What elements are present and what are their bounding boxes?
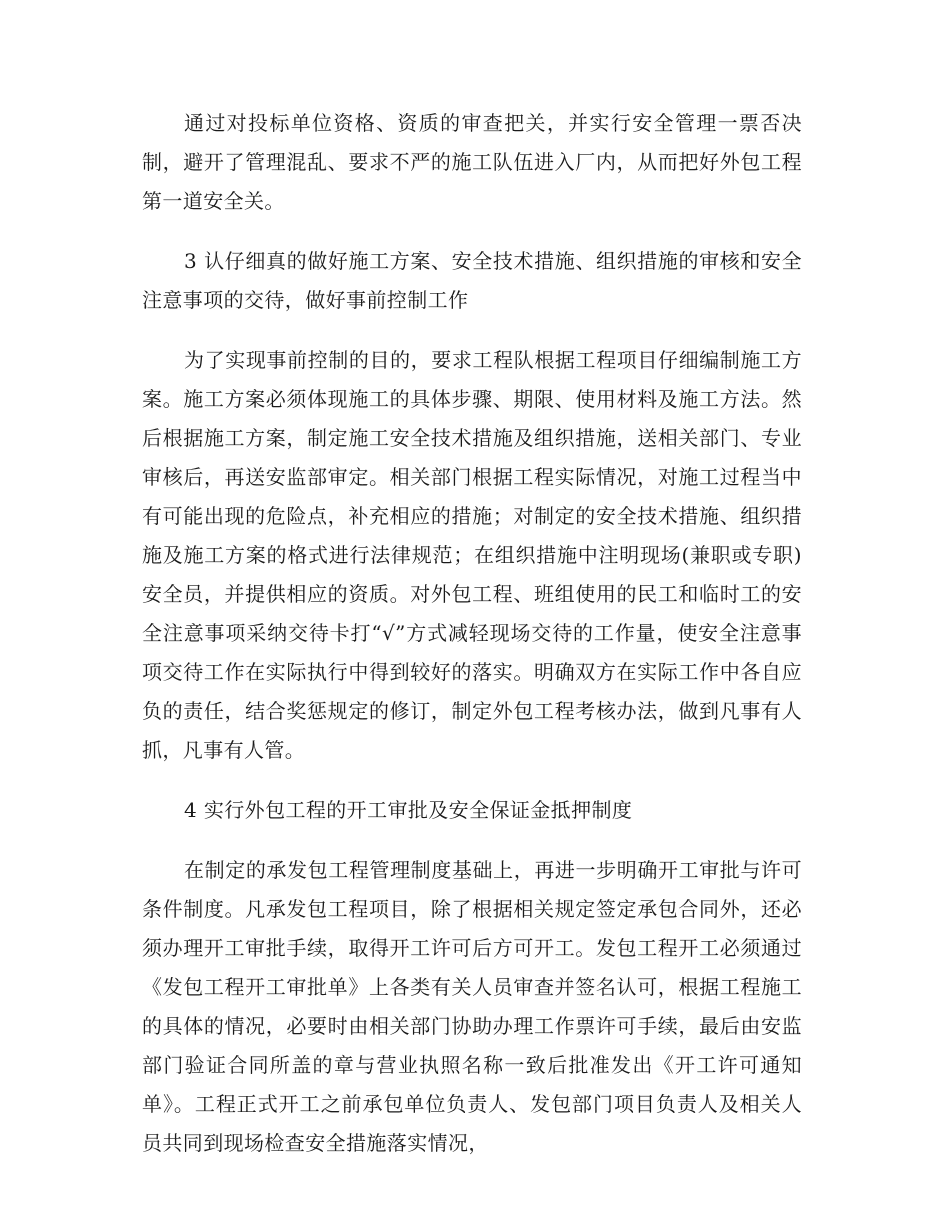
paragraph-start-approval: 在制定的承发包工程管理制度基础上，再进一步明确开工审批与许可条件制度。凡承发包工程项目，除了根据相关规定签定承包合同外，还必须办理开工审批手续，取得开工许可后方可开工。发包工程开工必须通过《发包工程开工审批单》上各类有关人员审查并签名认可，根据工程施工的具体的情况，必要时由相关部门协助办理工作票许可手续，最后由安监部门验证合同所盖的章与营业执照名称一致后批准发出《开工许可通知单》。工程正式开工之前承包单位负责人、发包部门项目负责人及相关人员共同到现场检查安全措施落实情况， bbox=[142, 858, 802, 1155]
section-heading-3: 3 认仔细真的做好施工方案、安全技术措施、组织措施的审核和安全注意事项的交待，做好事前控制工作 bbox=[142, 249, 802, 312]
section-heading-4: 4 实行外包工程的开工审批及安全保证金抵押制度 bbox=[184, 798, 633, 822]
paragraph-bid-qualification: 通过对投标单位资格、资质的审查把关，并实行安全管理一票否决制，避开了管理混乱、要求不严的施工队伍进入厂内，从而把好外包工程第一道安全关。 bbox=[142, 111, 802, 213]
document-body bbox=[142, 104, 802, 1184]
paragraph-prior-control: 为了实现事前控制的目的，要求工程队根据工程项目仔细编制施工方案。施工方案必须体现施工的具体步骤、期限、使用材料及施工方法。然后根据施工方案，制定施工安全技术措施及组织措施，送相关部门、专业审核后，再送安监部审定。相关部门根据工程实际情况，对施工过程当中有可能出现的危险点，补充相应的措施；对制定的安全技术措施、组织措施及施工方案的格式进行法律规范；在组织措施中注明现场(兼职或专职)安全员，并提供相应的资质。对外包工程、班组使用的民工和临时工的安全注意事项采纳交待卡打“√”方式减轻现场交待的工作量，使安全注意事项交待工作在实际执行中得到较好的落实。明确双方在实际工作中各自应负的责任，结合奖惩规定的修订，制定外包工程考核办法，做到凡事有人抓，凡事有人管。 bbox=[142, 348, 802, 762]
